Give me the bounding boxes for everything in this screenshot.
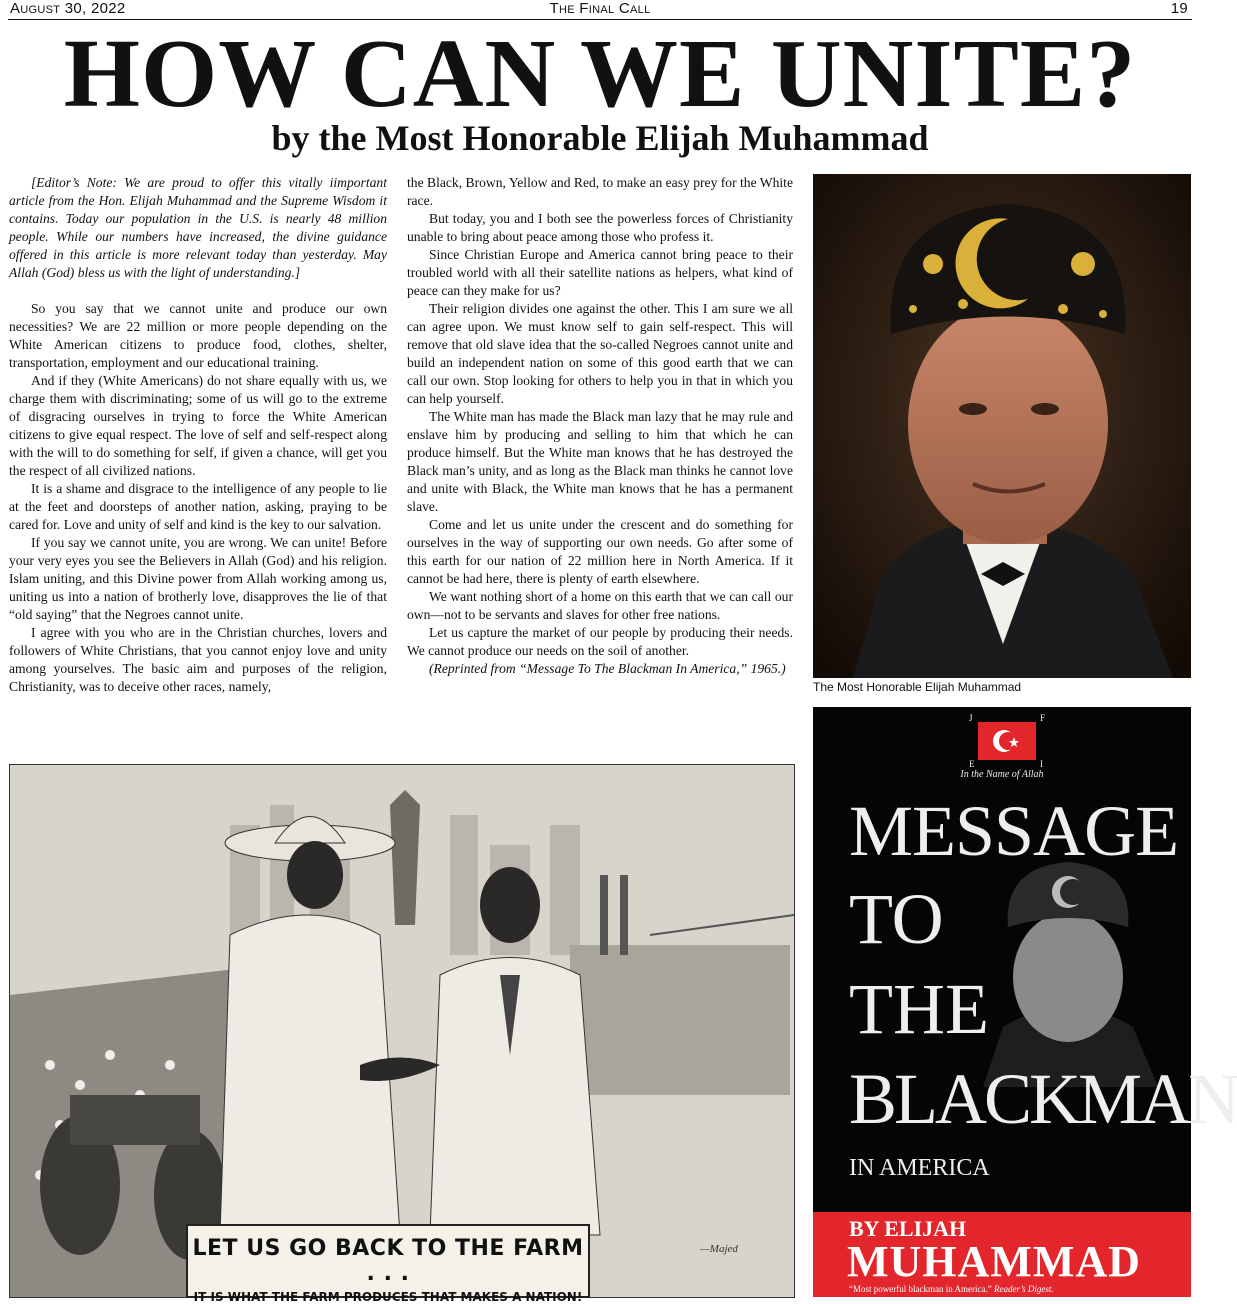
paragraph: But today, you and I both see the powerless forces of Christianity unable to bring about peace among those who profess it. xyxy=(407,211,793,244)
paragraph: I agree with you who are in the Christian churches, lovers and followers of White Christians, that you cannot enjoy love and unity among yourselves. The basic aim and purposes of the religion, Christianity, was to deceive other races, namely, xyxy=(9,625,387,694)
paragraph: Since Christian Europe and America cannot bring peace to their troubled world with all their satellite nations as helpers, what kind of peace can they make for us? xyxy=(407,247,793,298)
portrait-photo xyxy=(813,174,1191,678)
paragraph: So you say that we cannot unite and produce our own necessities? We are 22 million or more people depending on the White American citizens to produce food, clothes, shelter, transportation, employment and our educational training. xyxy=(9,301,387,370)
cover-title-line: MESSAGE xyxy=(849,791,1179,871)
farm-illustration xyxy=(9,764,795,1304)
paragraph: Come and let us unite under the crescent and do something for ourselves in the way of supporting our own needs. Go after some of this earth for our nation of 22 million here in North America. If it cannot be had here, there is plenty of earth elsewhere. xyxy=(407,517,793,586)
flag-letter: E xyxy=(969,759,975,769)
cover-quote-text: “Most powerful blackman in America.” xyxy=(849,1284,992,1294)
cover-author-band xyxy=(813,1212,1191,1297)
paragraph: If you say we cannot unite, you are wrong. We can unite! Before your very eyes you see the Believers in Allah (God) and his religion. Islam uniting, and this Divine power from Allah working among us, uniting us into a nation of brotherly love, disapproves the lie of that “old saying” that the Negroes cannot unite. xyxy=(9,535,387,622)
artist-signature: —Majed xyxy=(700,1243,738,1255)
book-cover xyxy=(813,707,1237,1297)
flag-letter: I xyxy=(1040,759,1043,769)
flag-letter: F xyxy=(1040,713,1046,723)
flag-crescent-icon xyxy=(978,722,1036,760)
cover-in-america: IN AMERICA xyxy=(849,1155,990,1181)
publication-name: The Final Call xyxy=(549,0,651,17)
cover-portrait xyxy=(973,857,1163,1087)
editors-note: [Editor’s Note: We are proud to offer this vitally iimportant article from the Hon. Elijah Muhammad and the Supreme Wisdom it contains. Today our population in the U.S. is nearly 48 million people. While our numbers have increased, the divine guidance offered in this article is more relevant today than yesterday. May Allah (God) bless us with the light of understanding.] xyxy=(9,175,387,280)
article-headline: HOW CAN WE UNITE? xyxy=(63,20,1137,128)
portrait-illustration xyxy=(813,174,1191,678)
paragraph: And if they (White Americans) do not share equally with us, we charge them with discriminating; some of us will go to the extreme of disgracing ourselves in trying to force the White American citizens to give equal respect. The love of self and self-respect along with the will to do something for self, if given a chance, will get you the respect of all civilized nations. xyxy=(9,373,387,478)
article-column-2 xyxy=(407,174,793,678)
banner-subline: IT IS WHAT THE FARM PRODUCES THAT MAKES A NATION! xyxy=(193,1290,583,1304)
cover-title-line: TO xyxy=(849,879,944,959)
farm-illustration-art xyxy=(10,765,794,1297)
flag-letter: J xyxy=(969,713,973,723)
photo-caption: The Most Honorable Elijah Muhammad xyxy=(813,680,1022,694)
banner-headline: LET US GO BACK TO THE FARM . . . xyxy=(192,1236,584,1286)
paragraph: Let us capture the market of our people by producing their needs. We cannot produce our needs on the soil of another. xyxy=(407,625,793,658)
cover-author: MUHAMMAD xyxy=(847,1237,1141,1286)
cover-quote xyxy=(849,1284,1054,1294)
paragraph: It is a shame and disgrace to the intelligence of any people to lie at the feet and doorsteps of another nation, asking, praying to be cared for. Love and unity of self and kind is the key to our salvation. xyxy=(9,481,387,532)
illustration-banner xyxy=(186,1224,590,1304)
paragraph-continuation: the Black, Brown, Yellow and Red, to make an easy prey for the White race. xyxy=(407,175,793,208)
cover-subtitle: In the Name of Allah xyxy=(960,769,1044,780)
issue-date: August 30, 2022 xyxy=(10,0,126,17)
cover-quote-source: Reader’s Digest. xyxy=(993,1284,1054,1294)
paragraph: We want nothing short of a home on this earth that we can call our own—not to be servants and slaves for other free nations. xyxy=(407,589,793,622)
reprint-note: (Reprinted from “Message To The Blackman In America,” 1965.) xyxy=(429,661,786,676)
cover-title-line: BLACKMAN xyxy=(849,1059,1237,1139)
cover-by-label: BY ELIJAH xyxy=(849,1216,967,1241)
cover-title-line: THE xyxy=(849,969,989,1049)
page-number: 19 xyxy=(1170,0,1188,17)
paragraph: The White man has made the Black man lazy that he may rule and enslave him by producing and selling to him that which he can produce himself. But the White man knows that he has destroyed the Black man’s unity, and as long as the Black man thinks he cannot love and unite with Black, the White man knows that he has a permanent slave. xyxy=(407,409,793,514)
article-byline: by the Most Honorable Elijah Muhammad xyxy=(271,118,929,158)
paragraph: Their religion divides one against the other. This I am sure we all can agree upon. We must know self to gain self-respect. This will remove that old slave idea that the so-called Negroes cannot unite and build an independent nation on some of this good earth that we can call our own. Stop looking for others to help you in that in which you can help yourself. xyxy=(407,301,793,406)
article-column-1 xyxy=(9,174,387,696)
